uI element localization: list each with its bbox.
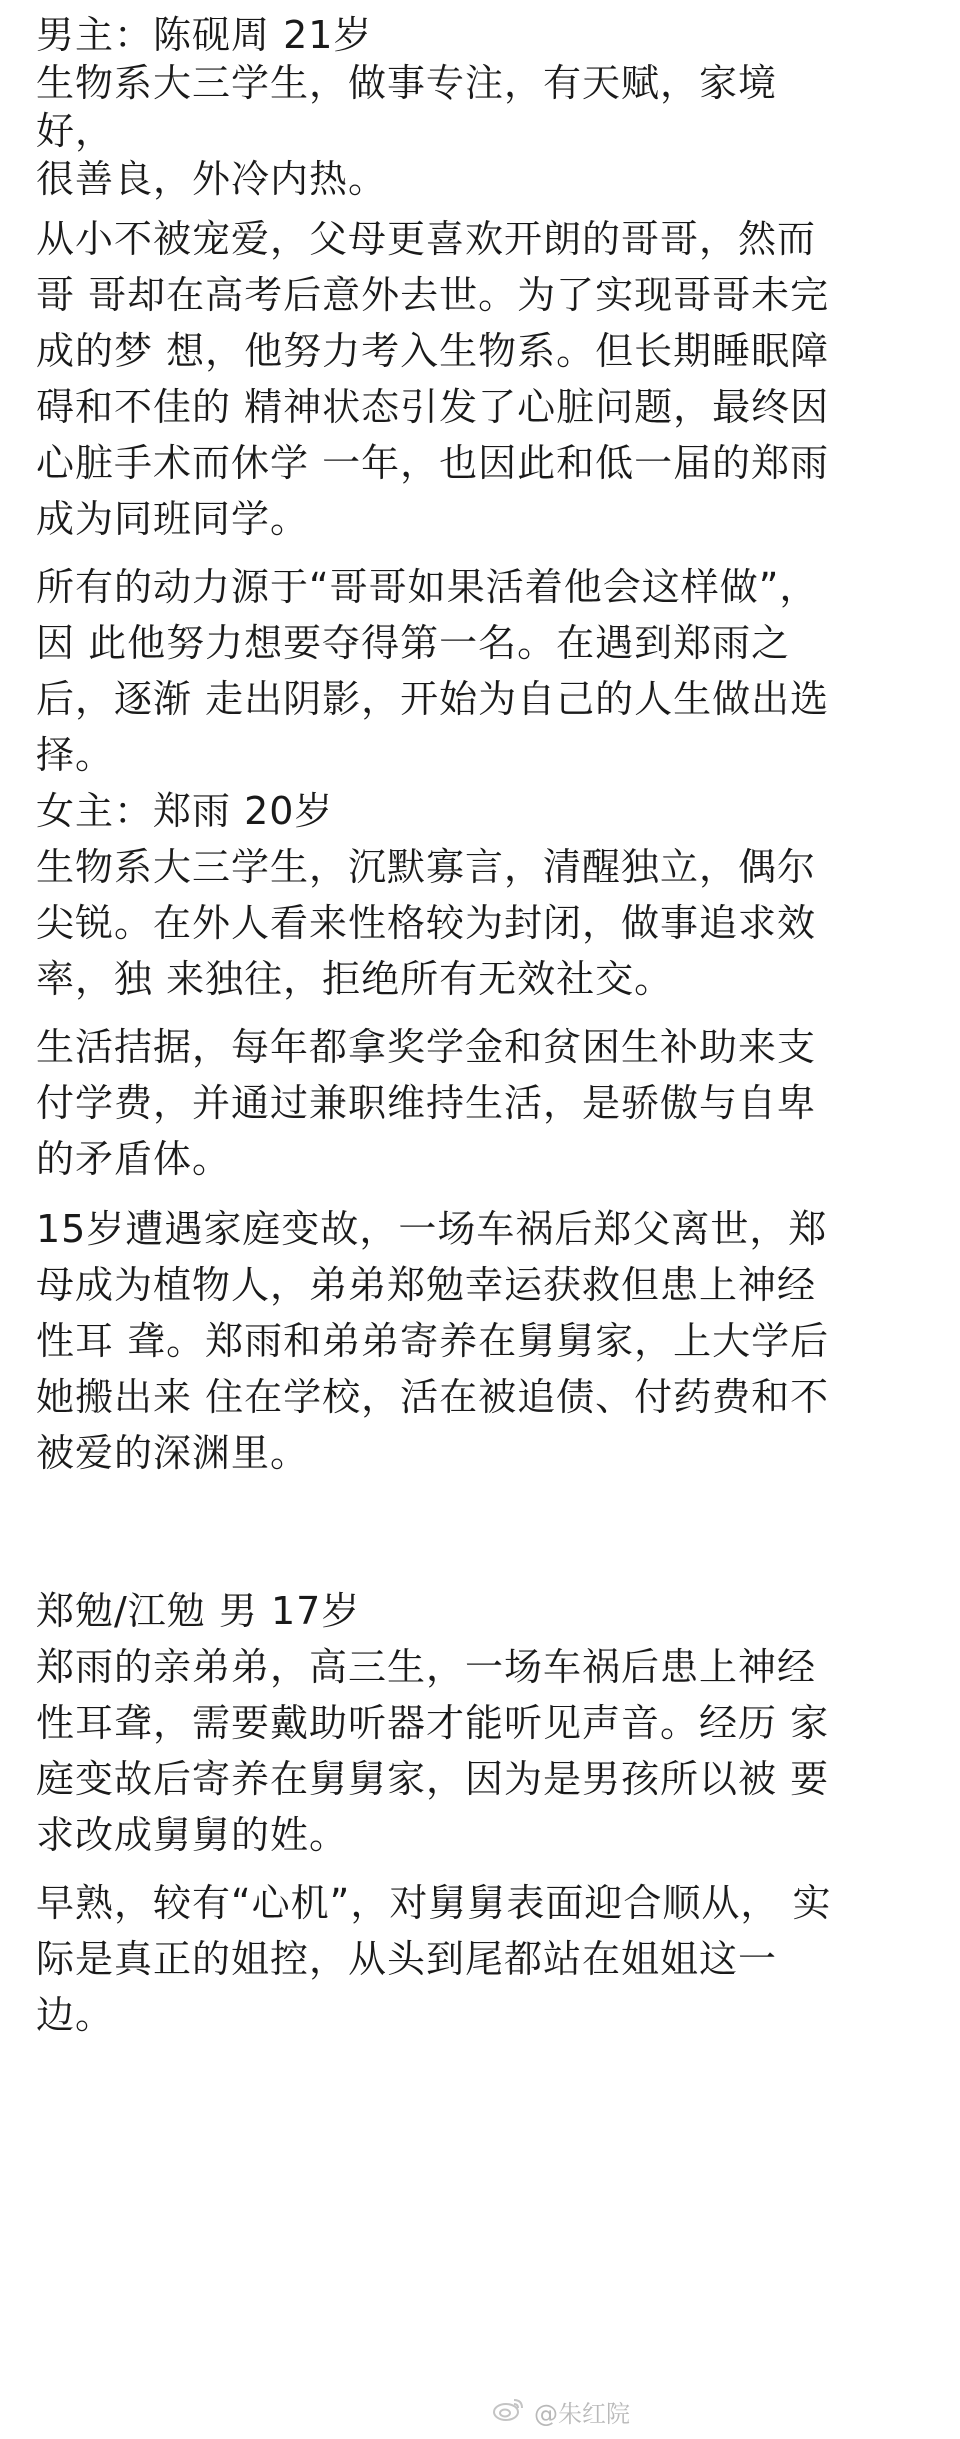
text-line: 郑雨的亲弟弟，高三生，一场车祸后患上神经 [36, 1645, 817, 1689]
text-line: 成的梦 想，他努力考入生物系。但长期睡眠障 [36, 329, 830, 373]
text-line: 15岁遭遇家庭变故，一场车祸后郑父离世，郑 [36, 1207, 828, 1251]
text-line: 男主：陈砚周 21岁 [36, 13, 373, 57]
text-line: 被爱的深渊里。 [36, 1431, 310, 1475]
watermark [492, 2394, 630, 2429]
text-line: 生物系大三学生，做事专注，有天赋，家境 [36, 61, 778, 105]
text-line: 郑勉/江勉 男 17岁 [36, 1589, 361, 1633]
text-line: 择。 [36, 733, 115, 777]
text-line: 的矛盾体。 [36, 1137, 232, 1181]
text-line: 付学费，并通过兼职维持生活，是骄傲与自卑 [36, 1081, 817, 1125]
text-line: 因 此他努力想要夺得第一名。在遇到郑雨之 [36, 621, 791, 665]
text-line: 性耳聋，需要戴助听器才能听见声音。经历 家 [36, 1701, 830, 1745]
text-line: 哥 哥却在高考后意外去世。为了实现哥哥未完 [36, 273, 830, 317]
text-line: 心脏手术而休学 一年，也因此和低一届的郑雨 [36, 441, 830, 485]
text-line: 求改成舅舅的姓。 [36, 1813, 349, 1857]
text-line: 早熟，较有“心机”，对舅舅表面迎合顺从， 实 [36, 1881, 832, 1925]
text-line: 后，逐渐 走出阴影，开始为自己的人生做出选 [36, 677, 830, 721]
text-line: 好， [36, 109, 115, 153]
text-line: 率，独 来独往，拒绝所有无效社交。 [36, 957, 674, 1001]
text-line: 性耳 聋。郑雨和弟弟寄养在舅舅家，上大学后 [36, 1319, 830, 1363]
watermark-text: @朱红院 [534, 2400, 630, 2428]
text-line: 边。 [36, 1993, 115, 2037]
text-line: 她搬出来 住在学校，活在被追债、付药费和不 [36, 1375, 830, 1419]
text-line: 很善良，外冷内热。 [36, 157, 388, 201]
text-line: 碍和不佳的 精神状态引发了心脏问题，最终因 [36, 385, 830, 429]
text-line: 成为同班同学。 [36, 497, 310, 541]
text-line: 从小不被宠爱，父母更喜欢开朗的哥哥，然而 [36, 217, 817, 261]
text-line: 庭变故后寄养在舅舅家，因为是男孩所以被 要 [36, 1757, 830, 1801]
text-line: 生活拮据，每年都拿奖学金和贫困生补助来支 [36, 1025, 817, 1069]
text-line: 所有的动力源于“哥哥如果活着他会这样做”， [36, 565, 819, 609]
text-line: 女主：郑雨 20岁 [36, 789, 334, 833]
text-line: 母成为植物人，弟弟郑勉幸运获救但患上神经 [36, 1263, 817, 1307]
text-line: 尖锐。在外人看来性格较为封闭，做事追求效 [36, 901, 817, 945]
weibo-logo-icon [492, 2396, 526, 2428]
text-line: 生物系大三学生，沉默寡言，清醒独立，偶尔 [36, 845, 817, 889]
text-line: 际是真正的姐控，从头到尾都站在姐姐这一 [36, 1937, 778, 1981]
